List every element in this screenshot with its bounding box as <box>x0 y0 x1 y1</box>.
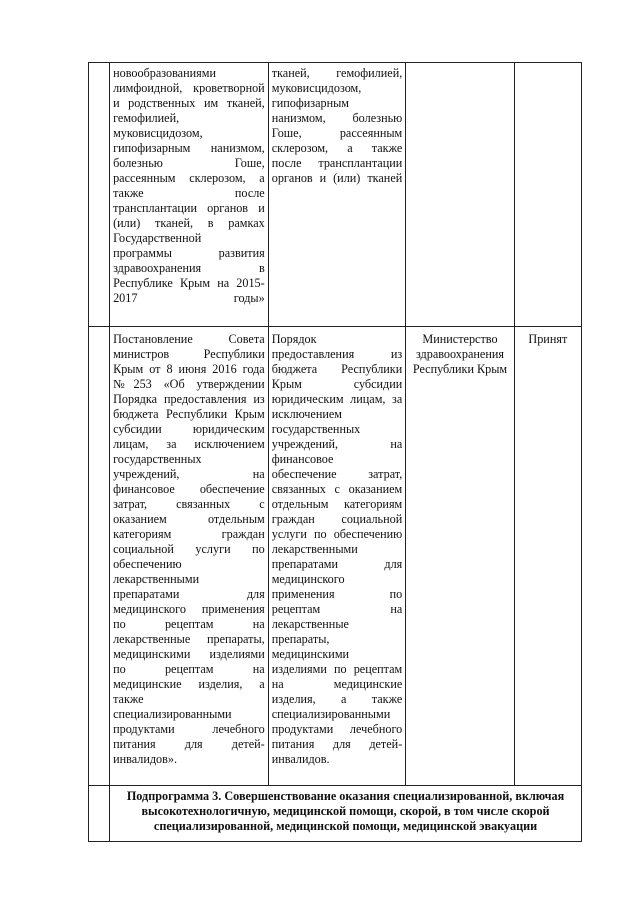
table-cell-description <box>268 63 406 327</box>
cell-line: государственных <box>113 452 202 466</box>
cell-line: субсидии юридическим <box>113 422 265 436</box>
table-cell-index <box>89 63 110 327</box>
cell-line: оказанием отдельным <box>113 512 265 526</box>
cell-line: гипофизарным нанизмом, <box>113 141 265 155</box>
cell-line: программы развития <box>113 246 265 260</box>
cell-line: также <box>113 692 144 706</box>
cell-line: 2017 годы» <box>113 291 265 305</box>
cell-line: исключением <box>271 407 342 421</box>
cell-line: изделия, а также <box>271 692 403 706</box>
cell-line: питания для детей- <box>113 737 265 751</box>
cell-line: (или) тканей, в рамках <box>113 216 265 230</box>
table-cell-index <box>89 327 110 786</box>
cell-line: медицинского применения <box>113 602 265 616</box>
cell-line: медицинскими <box>271 647 350 661</box>
cell-line: Гоше, рассеянным <box>271 126 403 140</box>
programs-table <box>88 62 582 842</box>
cell-line: медицинскими изделиями <box>113 647 265 661</box>
cell-line: лекарственными <box>113 572 200 586</box>
cell-line: предоставления из <box>271 347 403 361</box>
cell-line: отдельным категориям <box>271 497 403 511</box>
cell-line: на медицинские <box>271 677 403 691</box>
cell-line: также после <box>113 186 265 200</box>
cell-line: граждан социальной <box>271 512 403 526</box>
table-cell-responsible <box>406 63 514 327</box>
cell-line: медицинского <box>271 572 345 586</box>
table-cell-status <box>514 63 581 327</box>
cell-line: лимфоидной, кроветворной <box>113 81 265 95</box>
table-cell-document <box>110 327 269 786</box>
cell-line: государственных <box>271 422 361 436</box>
cell-line: лекарственные препараты, <box>113 632 265 646</box>
cell-line: инвалидов. <box>271 752 330 766</box>
cell-line: обеспечение затрат, <box>271 467 403 481</box>
table-row <box>89 63 582 327</box>
cell-line: медицинские изделия, а <box>113 677 265 691</box>
cell-line: финансовое <box>271 452 334 466</box>
cell-line: учреждений, на <box>271 437 403 451</box>
cell-line: инвалидов». <box>113 752 178 766</box>
cell-line: органов и (или) тканей <box>271 171 403 185</box>
cell-line: Крым субсидии <box>271 377 403 391</box>
cell-line: препараты, <box>271 632 330 646</box>
table-cell-document <box>110 63 269 327</box>
cell-line: финансовое обеспечение <box>113 482 265 496</box>
cell-line: Порядка предоставления из <box>113 392 265 406</box>
cell-line: юридическим лицам, за <box>271 392 403 406</box>
cell-line: категориям граждан <box>113 527 265 541</box>
cell-line: Республике Крым на 2015- <box>113 276 265 290</box>
cell-text-block <box>272 66 403 186</box>
cell-line: лекарственные <box>271 617 349 631</box>
cell-line: лекарственными <box>271 542 358 556</box>
table-cell-responsible: Министерство здравоохранения Республики Крым <box>406 327 514 786</box>
cell-line: трансплантации органов и <box>113 201 265 215</box>
cell-line: изделиями по рецептам <box>271 662 403 676</box>
cell-line: склерозом, а также <box>271 141 403 155</box>
cell-line: социальной услуги по <box>113 542 265 556</box>
cell-line: учреждений, на <box>113 467 265 481</box>
cell-line: рецептам на <box>271 602 403 616</box>
cell-line: министров Республики <box>113 347 265 361</box>
cell-line: продуктами лечебного <box>271 722 403 736</box>
table-row <box>89 327 582 786</box>
cell-line: по рецептам на <box>113 662 265 676</box>
cell-line: по рецептам на <box>113 617 265 631</box>
cell-line: препаратами для <box>271 557 403 571</box>
cell-line: гемофилией, <box>113 111 180 125</box>
cell-line: Крым от 8 июня 2016 года <box>113 362 265 376</box>
subprogram-heading: Подпрограмма 3. Совершенствование оказания специализированной, включая высокотехнологичную, медицинской помощи, скорой, в том числе скорой специализированной, медицинской помощи, медицинской эвакуации <box>110 786 582 842</box>
cell-line: услуги по обеспечению <box>271 527 403 541</box>
cell-line: бюджета Республики Крым <box>113 407 265 421</box>
cell-line: препаратами для <box>113 587 265 601</box>
cell-line: затрат, связанных с <box>113 497 265 511</box>
cell-line: и родственных им тканей, <box>113 96 265 110</box>
cell-line: Государственной <box>113 231 202 245</box>
cell-line: Порядок <box>271 332 317 346</box>
table-cell-description <box>268 327 406 786</box>
cell-text-block <box>272 332 403 767</box>
table-cell-status: Принят <box>514 327 581 786</box>
cell-line: рассеянным склерозом, а <box>113 171 265 185</box>
cell-line: продуктами лечебного <box>113 722 265 736</box>
cell-line: здравоохранения в <box>113 261 265 275</box>
cell-line: №253 «Об утверждении <box>113 377 265 391</box>
cell-line: специализированными <box>271 707 391 721</box>
cell-line: применения по <box>271 587 403 601</box>
table-row <box>89 786 582 842</box>
cell-line: питания для детей- <box>271 737 403 751</box>
cell-line: Постановление Совета <box>113 332 265 346</box>
table-cell-index <box>89 786 110 842</box>
cell-line: после трансплантации <box>271 156 403 170</box>
cell-line: связанных с оказанием <box>271 482 403 496</box>
cell-line: бюджета Республики <box>271 362 403 376</box>
cell-text-block <box>113 66 265 306</box>
cell-line: болезнью Гоше, <box>113 156 265 170</box>
cell-line: лицам, за исключением <box>113 437 265 451</box>
cell-line: муковисцидозом, <box>271 81 362 95</box>
cell-text-block <box>113 332 265 767</box>
cell-line: гипофизарным <box>271 96 350 110</box>
cell-line: новообразованиями <box>113 66 216 80</box>
cell-line: обеспечению <box>113 557 182 571</box>
cell-line: тканей, гемофилией, <box>271 66 403 80</box>
cell-line: нанизмом, болезнью <box>271 111 403 125</box>
cell-line: муковисцидозом, <box>113 126 203 140</box>
cell-line: специализированными <box>113 707 232 721</box>
